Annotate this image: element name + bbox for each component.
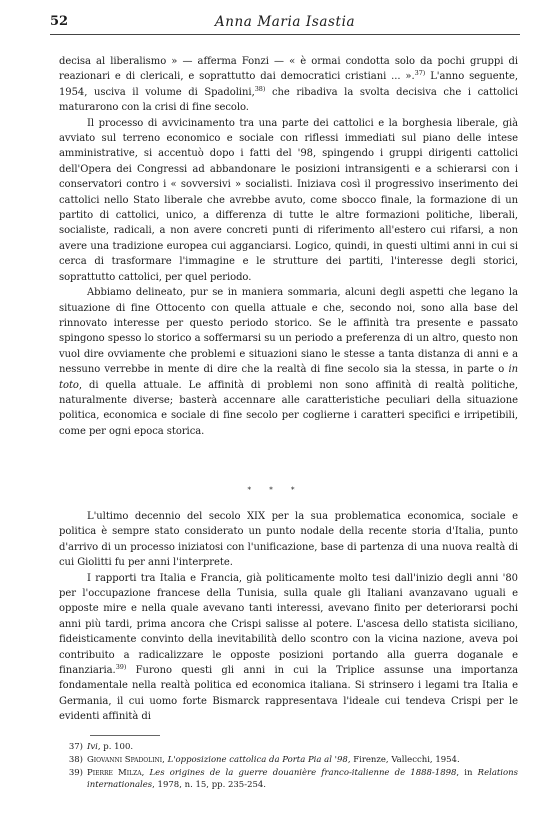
footnote-38-sep: , [162, 754, 168, 765]
footnote-38-author: Giovanni Spadolini [87, 754, 163, 765]
footnote-39-text-a: , in [456, 767, 478, 778]
paragraph-5-text-a: I rapporti tra Italia e Francia, già politicamente molto tesi dall'inizio degli anni '80 per l'occupazione francese della Tunisia, sulla quale gli Italiani avanzavano uguali e opposte mire e nella quale avevano tanti interessi, avevano finito per deteriorarsi pochi anni più tardi, prima ancora che Crispi salisse al potere. L'ascesa dello statista siciliano, fideisticamente convinto della inevitabilità dello scontro con la vicina nazione, aveva poi contribuito a radicalizzare le opposte posizioni portando alla guerra doganale e finanziaria. [59, 572, 518, 677]
paragraph-5-text-b: Furono questi gli anni in cui la Triplice assunse una importanza fondamentale nella realtà politica ed economica italiana. Si strinsero i legami tra Italia e Germania, il cui uomo forte Bismarck rappresentava l'ideale cui tendeva Crispi per le evidenti affinità di [59, 665, 518, 723]
text-block-1 [59, 54, 518, 439]
footnote-37-text: , p. 100. [97, 742, 134, 752]
footnote-38-number: 38) [68, 754, 83, 765]
footnote-39-author: Pierre Milza [87, 767, 142, 778]
footnote-37-number: 37) [68, 742, 83, 752]
footnote-39 [59, 767, 518, 793]
footnote-ref-39: 39) [115, 663, 127, 672]
page-header [50, 14, 520, 35]
paragraph-3 [59, 285, 518, 439]
paragraph-1 [59, 54, 518, 116]
paragraph-3-text-b: , di quella attuale. Le affinità di problemi non sono affinità di realtà politiche, naturalmente diverse; basterà accennare alle caratteristiche peculiari della situazione politica, economica e sociale di fine secolo per coglierne i caratteri specifici e irripetibili, come per ogni epoca storica. [59, 379, 518, 437]
footnote-38 [59, 754, 518, 767]
footnote-divider [90, 735, 160, 736]
paragraph-2: Il processo di avvicinamento tra una parte dei cattolici e la borghesia liberale, già avviato sul terreno economico e sociale con riflessi immediati sul piano delle intese amministrative, si accentuò dopo i fatti del '98, spingendo i gruppi dirigenti cattolici dell'Opera dei Congressi ad abbandonare le posizioni intransigenti e a schierarsi con i conservatori contro i « sovversivi » socialisti. Iniziava così il progressivo inserimento dei cattolici nello Stato liberale che avrebbe avuto, come sbocco finale, la formazione di un partito di cattolici, unico, a differenza di tutte le altre formazioni politiche, liberali, socialiste, radicali, a non avere concreti punti di riferimento all'estero cui rifarsi, a non avere una tradizione europea cui agganciarsi. Logico, quindi, in questi ultimi anni in cui si cerca di trasformare l'immagine e le strutture dei partiti, l'interesse degli storici, soprattutto cattolici, per quel periodo. [59, 117, 518, 283]
footnote-39-title: Les origines de la guerre douanière franco-italienne de 1888-1898 [149, 767, 457, 778]
paragraph-1-text-a: decisa al liberalismo » — afferma Fonzi — « è ormai condotta solo da pochi gruppi di reazionari e di clericali, e soprattutto dai democratici cristiani ... ». [59, 56, 518, 83]
section-break-ornament: * * * [247, 486, 303, 494]
paragraph-4: L'ultimo decennio del secolo XIX per la sua problematica economica, sociale e politica è sempre stato considerato un punto nodale della recente storia d'Italia, punto d'arrivo di un processo iniziatosi con l'unificazione, base di partenza di una nuova realtà di cui Giolitti fu per anni l'interprete. [59, 511, 518, 569]
paragraph-3-italic: in toto [59, 364, 518, 391]
paragraph-3-text-a: Abbiamo delineato, pur se in maniera sommaria, alcuni degli aspetti che legano la situazione di fine Ottocento con quella attuale e che, secondo noi, sono alla base del rinnovato interesse per questo periodo storico. Se le affinità tra presente e passato spingono spesso lo storico a soffermarsi su un periodo a preferenza di un altro, questo non vuol dire ovviamente che problemi e situazioni siano le stesse a tanta distanza di anni e a nessuno verrebbe in mente di dire che la realtà di fine secolo sia la stessa, in parte o [59, 287, 518, 376]
footnote-39-journal: Relations internationales [87, 767, 518, 791]
footnote-38-text: , Firenze, Vallecchi, 1954. [347, 754, 460, 765]
paragraph-1-text-b: L'anno seguente, 1954, usciva il volume di Spadolini, [59, 71, 518, 98]
footnote-37-italic: Ivi [87, 742, 98, 752]
footnote-39-text-b: , 1978, n. 15, pp. 235-254. [152, 780, 267, 791]
footnote-39-number: 39) [68, 767, 83, 778]
paragraph-1-text-c: che ribadiva la svolta decisiva che i cattolici maturarono con la crisi di fine secolo. [59, 86, 518, 114]
footnote-39-sep: , [141, 767, 150, 778]
footnotes [59, 741, 518, 792]
text-block-2 [59, 509, 518, 725]
footnote-ref-38: 38) [254, 84, 266, 93]
paragraph-5 [59, 571, 518, 725]
footnote-ref-37: 37) [414, 69, 426, 78]
running-title: Anna Maria Isastia [214, 14, 356, 30]
page-number: 52 [50, 14, 69, 29]
footnote-37 [59, 741, 518, 754]
footnote-38-title: L'opposizione cattolica da Porta Pia al '98 [167, 754, 348, 765]
